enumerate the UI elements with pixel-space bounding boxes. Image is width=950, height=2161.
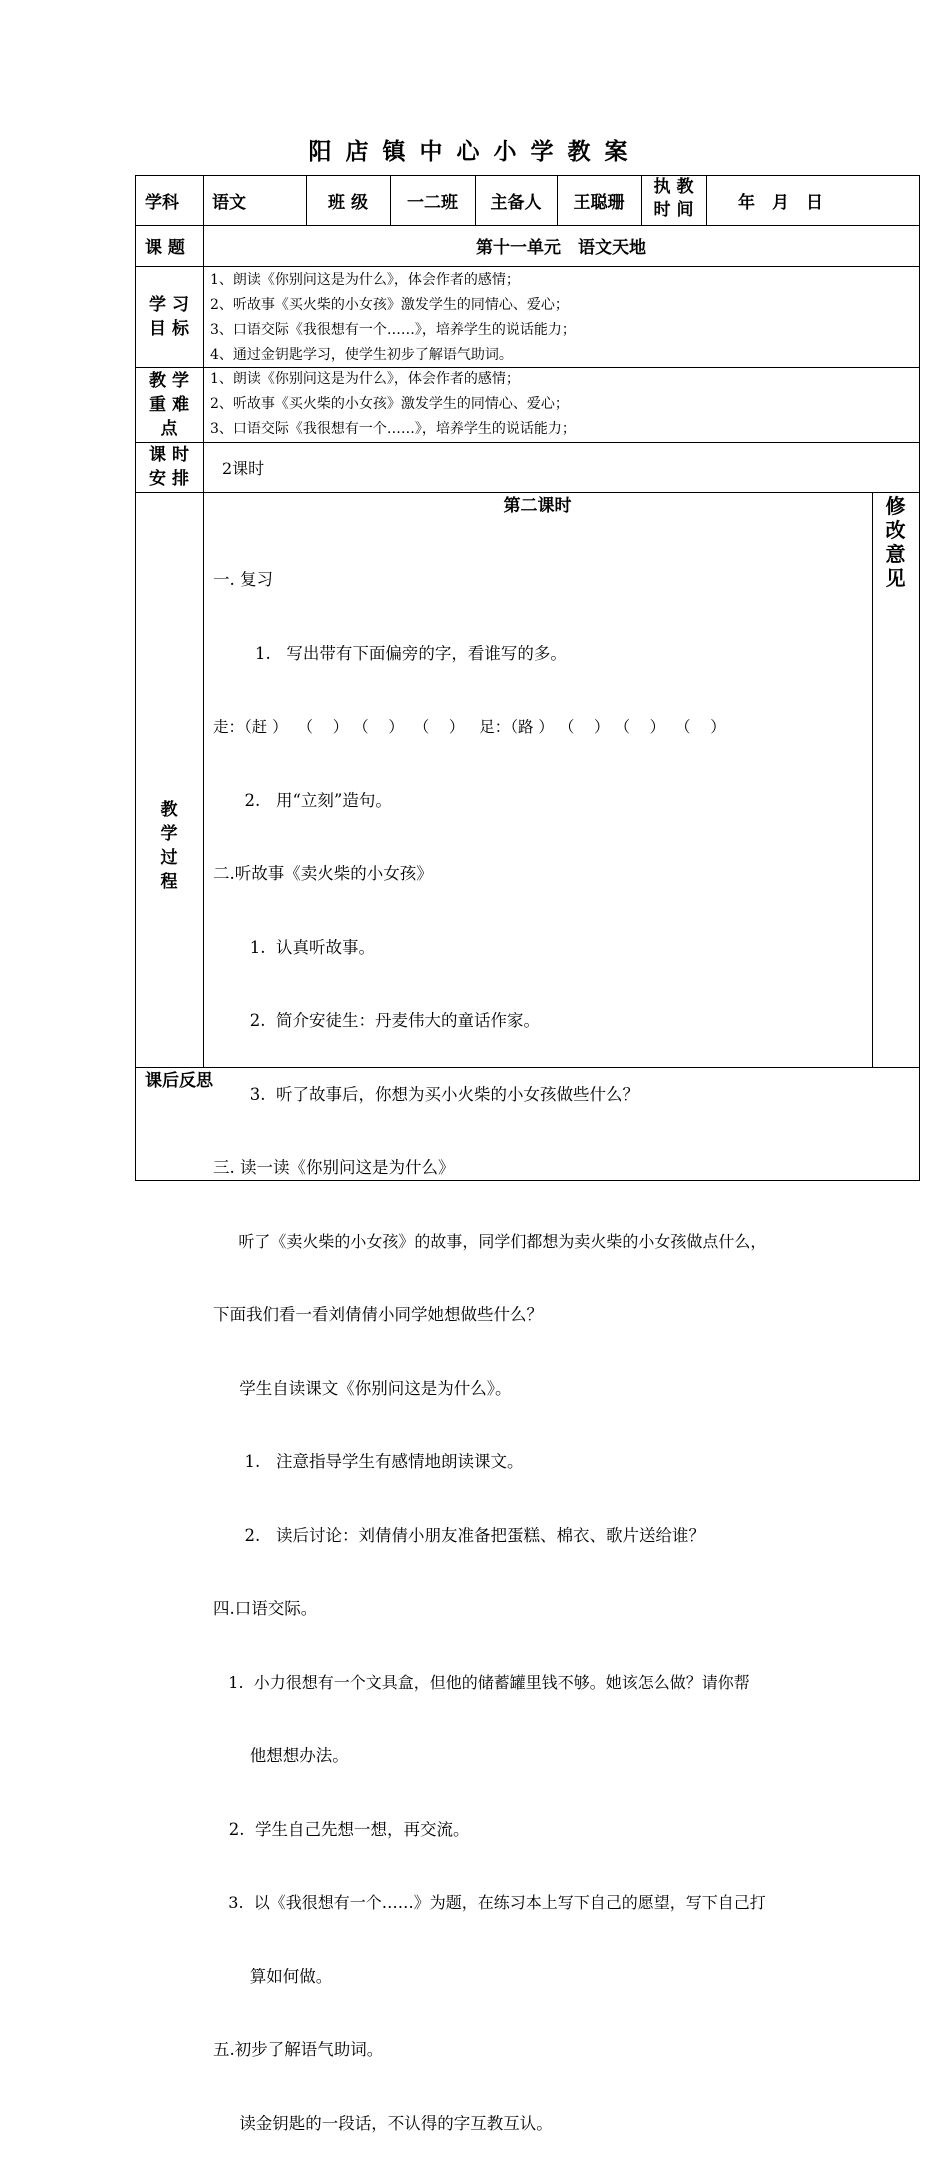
goal-item: 2、听故事《买火柴的小女孩》激发学生的同情心、爱心； (210, 297, 569, 313)
reflection-label: 课后反思 (145, 1071, 213, 1091)
exec-time-label (641, 176, 706, 222)
class-value: 一二班 (407, 192, 458, 213)
process-line: 算如何做。 (213, 1966, 333, 1986)
process-line: 1. 小力很想有一个文具盒，但他的储蓄罐里钱不够。她该怎么做？请你帮 (213, 1672, 750, 1692)
process-line: 他想想办法。 (213, 1746, 349, 1765)
process-content (213, 519, 869, 2161)
goals-label (135, 293, 203, 341)
process-line: 2. 读后讨论：刘倩倩小朋友准备把蛋糕、棉衣、歌片送给谁？ (213, 1525, 705, 1545)
process-line: 听了《卖火柴的小女孩》的故事，同学们都想为卖火柴的小女孩做点什么， (213, 1231, 767, 1251)
process-line: 2. 学生自己先想一想，再交流。 (213, 1819, 470, 1839)
goal-item: 4、通过金钥匙学习，使学生初步了解语气助词。 (210, 347, 513, 363)
goals-label-line2: 目 标 (149, 319, 189, 339)
process-line: 1. 认真听故事。 (213, 937, 375, 957)
process-label-char: 过 (160, 848, 178, 868)
schedule-label-line2: 安 排 (149, 469, 189, 489)
process-label (135, 798, 203, 894)
process-line: 一. 复习 (213, 570, 273, 589)
revise-label-char: 改 (885, 518, 906, 542)
key-points-label-line2: 重 难 (149, 395, 189, 415)
topic-value: 第十一单元 语文天地 (476, 238, 646, 258)
exec-time-label-line2: 时 间 (653, 200, 694, 220)
subject-value: 语文 (212, 192, 246, 213)
revise-label-char: 意 (885, 542, 906, 566)
process-line: 1. 写出带有下面偏旁的字，看谁写的多。 (213, 643, 567, 663)
process-line: 2. 用“立刻”造句。 (213, 790, 392, 810)
class-label: 班 级 (328, 192, 368, 213)
revise-label-char: 修 (885, 494, 906, 518)
goals-label-line1: 学 习 (149, 295, 189, 315)
process-line: 1. 注意指导学生有感情地朗读课文。 (213, 1452, 524, 1471)
revise-label (872, 494, 919, 590)
exec-time-label-line1: 执 教 (653, 177, 694, 197)
process-line: 3. 以《我很想有一个……》为题，在练习本上写下自己的愿望，写下自己打 (213, 1893, 766, 1912)
topic-label: 课 题 (145, 238, 185, 258)
process-label-char: 教 (160, 800, 178, 820)
goals-list (210, 268, 915, 368)
goal-item: 1、朗读《你别问这是为什么》，体会作者的感情； (210, 272, 520, 288)
key-point-item: 1、朗读《你别问这是为什么》，体会作者的感情； (210, 371, 520, 387)
preparer-label: 主备人 (490, 192, 542, 213)
process-line: 走：（赶 ） （ ） （ ） （ ） 足：（路 ） （ ） （ ） （ ） (213, 718, 726, 736)
goal-item: 3、口语交际《我很想有一个……》，培养学生的说话能力； (210, 322, 576, 338)
schedule-label (135, 443, 203, 491)
key-point-item: 2、听故事《买火柴的小女孩》激发学生的同情心、爱心； (210, 396, 569, 412)
key-points-label-line1: 教 学 (149, 371, 189, 391)
process-line: 3. 听了故事后，你想为买小火柴的小女孩做些什么？ (213, 1084, 639, 1104)
process-line: 五.初步了解语气助词。 (213, 2040, 384, 2059)
key-points-label-line3: 点 (160, 419, 178, 439)
subject-label: 学科 (145, 192, 179, 213)
process-line: 学生自读课文《你别问这是为什么》。 (213, 1378, 512, 1398)
revise-label-char: 见 (885, 566, 906, 590)
key-points-list (210, 367, 915, 442)
process-line: 读金钥匙的一段话，不认得的字互教互认。 (213, 2113, 553, 2133)
process-heading: 第二课时 (503, 496, 572, 516)
process-line: 2. 简介安徒生：丹麦伟大的童话作家。 (213, 1011, 540, 1030)
preparer-value: 王聪珊 (573, 192, 625, 213)
process-label-char: 程 (160, 872, 178, 892)
page-title: 阳店镇中心小学教案 (308, 139, 642, 165)
process-line: 二.听故事《卖火柴的小女孩》 (213, 864, 433, 883)
schedule-label-line1: 课 时 (149, 445, 189, 465)
process-line: 四.口语交际。 (213, 1599, 318, 1618)
exec-date-value: 年 月 日 (738, 192, 823, 213)
process-line: 三. 读一读《你别问这是为什么》 (213, 1158, 455, 1177)
schedule-value: 2课时 (222, 458, 265, 478)
key-points-label (135, 369, 203, 441)
process-label-char: 学 (160, 824, 178, 844)
key-point-item: 3、口语交际《我很想有一个……》，培养学生的说话能力； (210, 421, 576, 437)
process-line: 下面我们看一看刘倩倩小同学她想做些什么？ (213, 1305, 543, 1324)
